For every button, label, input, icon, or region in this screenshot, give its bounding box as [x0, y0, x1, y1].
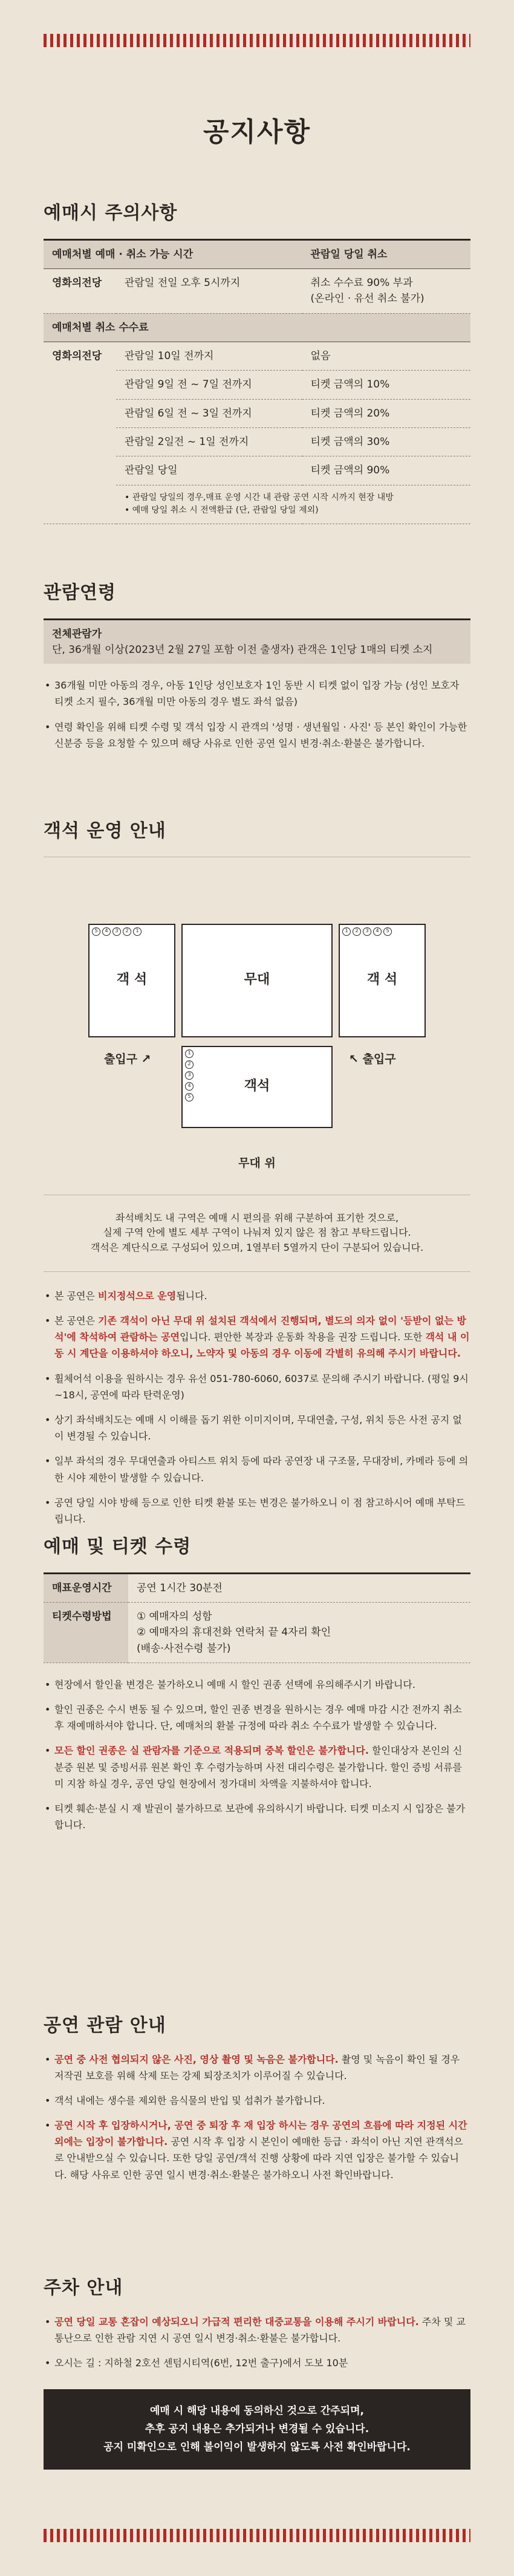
seat-note: • 본 공연은 기존 객석이 아닌 무대 위 설치된 객석에서 진행되며, 별도의 의자 없이 '등받이 없는 방석'에 착석하여 관람하는 공연입니다. 편안한 복장과 운동화 착용을 권장 드립니다. 또한 객석 내 이동 시 계단을 이용하셔야 하오니, 노약자 및 아동의 경우 이동에 각별히 유의해 주시기 바랍니다. — [44, 1312, 470, 1362]
row-marker: 1 — [185, 1050, 194, 1058]
ticket-label: 티켓수령방법 — [44, 1602, 128, 1663]
parking-note: • 오시는 길 : 지하철 2호선 센텀시티역(6번, 12번 출구)에서 도보 10분 — [44, 2355, 470, 2371]
etiquette-note: • 공연 시작 후 입장하시거나, 공연 중 퇴장 후 재 입장 하시는 경우 공연의 흐름에 따라 지정된 시간 외에는 입장이 불가합니다. 공연 시작 후 입장 시 본인이 예매한 등급 · 좌석이 아닌 지연 관객석으로 안내받으실 수 있습니다. 또한 당일 공연/객석 진행 상황에 따라 지연 입장은 불가할 수 있습니다. 해당 사유로 인한 공연 일시 변경·취소·환불은 불가하오니 사전 확인바랍니다. — [44, 2117, 470, 2183]
cancel-deadline: 관람일 전일 오후 5시까지 — [116, 268, 302, 313]
fee-row-amount: 티켓 금액의 20% — [302, 399, 470, 427]
ticket-note: • 할인 권종은 수시 변동 될 수 있으며, 할인 권종 변경을 원하시는 경우 예매 마감 시간 전까지 취소 후 재예매하셔야 합니다. 단, 예매처의 환불 규정에 따라 취소 수수료가 발생할 수 있습니다. — [44, 1701, 470, 1734]
ticket-note: • 모든 할인 권종은 실 관람자를 기준으로 적용되며 중복 할인은 불가합니다. 할인대상자 본인의 신분증 원본 및 증빙서류 원본 확인 후 수령가능하며 사전 대리수령은 불가합니다. 할인 증빙 서류를 미 지참 하실 경우, 공연 당일 현장에서 정가대비 차액을 지불하셔야 합니다. — [44, 1742, 470, 1792]
age-box-head: 전체관람가 — [52, 628, 102, 640]
parking-title: 주차 안내 — [44, 2277, 123, 2299]
age-title: 관람연령 — [44, 582, 116, 603]
age-note: • 연령 확인을 위해 티켓 수령 및 객석 입장 시 관객의 '성명 · 생년월일 · 사진' 등 본인 확인이 가능한 신분증 등을 요청할 수 있으며 해당 사유로 인한 공연 일시 변경·취소·환불은 불가합니다. — [44, 719, 470, 751]
ticket-note: • 현장에서 할인율 변경은 불가하오니 예매 시 할인 권종 선택에 유의해주시기 바랍니다. — [44, 1676, 470, 1693]
top-stripe-decoration — [44, 34, 470, 47]
seat-title: 객석 운영 안내 — [44, 820, 166, 842]
row-marker: 2 — [353, 927, 361, 936]
seat-note: • 일부 좌석의 경우 무대연출과 아티스트 위치 등에 따라 공연장 내 구조물, 무대장비, 카메라 등에 의한 시야 제한이 발생할 수 있습니다. — [44, 1453, 470, 1485]
fee-row-amount: 티켓 금액의 10% — [302, 371, 470, 399]
fee-row-amount: 없음 — [302, 342, 470, 370]
seat-note: • 휠체어석 이용을 원하시는 경우 유선 051-780-6060, 6037로 문의해 주시기 바랍니다. (평일 9시~18시, 공연에 따라 탄력운영) — [44, 1371, 470, 1403]
cancel-head-right: 관람일 당일 취소 — [302, 239, 470, 268]
seat-block-center: 객석 — [181, 1046, 333, 1128]
ticket-value: 공연 1시간 30분전 — [128, 1573, 470, 1602]
seat-block-left: 객 석 — [88, 924, 175, 1037]
entrance-left: 출입구 ↗ — [104, 1052, 151, 1066]
ticket-section — [44, 1533, 470, 1841]
ticket-label: 매표운영시간 — [44, 1573, 128, 1602]
parking-section — [44, 2274, 470, 2470]
fee-row-period: 관람일 9일 전 ~ 7일 전까지 — [116, 371, 302, 399]
fee-row-period: 관람일 2일전 ~ 1일 전까지 — [116, 427, 302, 456]
fee-note: • 예매 당일 취소 시 전액환급 (단, 관람일 당일 제외) — [125, 505, 319, 516]
row-marker: 3 — [185, 1071, 194, 1080]
fee-row-period: 관람일 10일 전까지 — [116, 342, 302, 370]
cancel-same-day-fee: 취소 수수료 90% 부과 (온라인 · 유선 취소 불가) — [302, 268, 470, 313]
fee-row-amount: 티켓 금액의 30% — [302, 427, 470, 456]
fee-row-period: 관람일 6일 전 ~ 3일 전까지 — [116, 399, 302, 427]
seat-note: • 상기 좌석배치도는 예매 시 이해를 돕기 위한 이미지이며, 무대연출, 구성, 위치 등은 사전 공지 없이 변경될 수 있습니다. — [44, 1412, 470, 1444]
fee-row-amount: 티켓 금액의 90% — [302, 456, 470, 485]
entrance-right: ↖ 출입구 — [349, 1052, 396, 1066]
row-marker: 5 — [383, 927, 392, 936]
row-marker: 4 — [185, 1082, 194, 1091]
etiquette-title: 공연 관람 안내 — [44, 2015, 166, 2036]
fee-row-period: 관람일 당일 — [116, 456, 302, 485]
stage-block: 무대 — [181, 924, 333, 1037]
row-marker: 3 — [112, 927, 121, 936]
fee-head: 예매처별 취소 수수료 — [44, 313, 470, 342]
parking-note: • 공연 당일 교통 혼잡이 예상되오니 가급적 편리한 대중교통을 이용해 주시기 바랍니다. 주차 및 교통난으로 인한 관람 지연 시 공연 일시 변경·취소·환불은 불가합니다. — [44, 2314, 470, 2346]
seat-note: • 본 공연은 비지정석으로 운영됩니다. — [44, 1288, 470, 1304]
final-notice: 예매 시 해당 내용에 동의하신 것으로 간주되며, 추후 공지 내용은 추가되거나 변경될 수 있습니다. 공지 미확인으로 인해 불이익이 발생하지 않도록 사전 확인바랍니다. — [44, 2389, 470, 2470]
etiquette-note: • 공연 중 사전 협의되지 않은 사진, 영상 촬영 및 녹음은 불가합니다. 촬영 및 녹음이 확인 될 경우 저작권 보호를 위해 삭제 또는 강제 퇴장조치가 이루어질 수 있습니다. — [44, 2051, 470, 2084]
age-note: • 36개월 미만 아동의 경우, 아동 1인당 성인보호자 1인 동반 시 티켓 없이 입장 가능 (성인 보호자 티켓 소지 필수, 36개월 미만 아동의 경우 별도 좌석 없음) — [44, 677, 470, 710]
age-box-body: 단, 36개월 이상(2023년 2월 27일 포함 이전 출생자) 관객은 1인당 1매의 티켓 소지 — [52, 643, 433, 656]
cancel-head-left: 예매처별 예매 · 취소 가능 시간 — [44, 239, 302, 268]
fee-venue: 영화의전당 — [44, 342, 116, 524]
ticket-title: 예매 및 티켓 수령 — [44, 1536, 192, 1557]
fee-note: • 관람일 당일의 경우,매표 운영 시간 내 관람 공연 시작 시까지 현장 내방 — [125, 492, 394, 502]
row-marker: 2 — [123, 927, 131, 936]
seat-caption: 좌석배치도 내 구역은 예매 시 편의를 위해 구분하여 표기한 것으로, 실제 구역 안에 별도 세부 구역이 나눠져 있지 않은 점 참고 부탁드립니다. 객석은 계단식으로 구성되어 있으며, 1열부터 5열까지 단이 구분되어 있습니다. — [44, 1195, 470, 1272]
ticket-note: • 티켓 훼손·분실 시 재 발권이 불가하므로 보관에 유의하시기 바랍니다. 티켓 미소지 시 입장은 불가합니다. — [44, 1800, 470, 1833]
ticket-value: ① 예매자의 성함 ② 예매자의 휴대전화 연락처 끝 4자리 확인 (배송·사전수령 불가) — [128, 1602, 470, 1663]
seat-block-right: 객 석 — [339, 924, 426, 1037]
row-marker: 1 — [133, 927, 142, 936]
row-marker: 1 — [342, 927, 351, 936]
cancel-time-table — [44, 239, 470, 524]
row-marker: 4 — [373, 927, 382, 936]
age-notes — [44, 677, 470, 751]
ticket-notes — [44, 1676, 470, 1834]
seat-note: • 공연 당일 시야 방해 등으로 인한 티켓 환불 또는 변경은 불가하오니 이 점 참고하시어 예매 부탁드립니다. — [44, 1494, 470, 1527]
age-section — [44, 579, 470, 760]
page-title: 공지사항 — [203, 117, 311, 148]
seat-notes — [44, 1288, 470, 1527]
row-marker: 4 — [102, 927, 111, 936]
row-marker: 5 — [92, 927, 100, 936]
row-marker: 2 — [185, 1060, 194, 1069]
etiquette-section — [44, 2012, 470, 2192]
bottom-stripe-decoration — [44, 2529, 470, 2542]
seat-map — [44, 857, 470, 1195]
row-markers-left — [92, 927, 142, 936]
reservation-section — [44, 200, 470, 524]
row-marker: 3 — [363, 927, 371, 936]
row-markers-right — [342, 927, 392, 936]
stage-top-label: 무대 위 — [238, 1156, 276, 1170]
ticket-table — [44, 1572, 470, 1663]
etiquette-note: • 객석 내에는 생수를 제외한 음식물의 반입 및 섭취가 불가합니다. — [44, 2092, 470, 2109]
row-markers-center — [185, 1050, 194, 1101]
parking-notes — [44, 2314, 470, 2372]
cancel-venue: 영화의전당 — [44, 268, 116, 313]
row-marker: 5 — [185, 1093, 194, 1101]
age-box — [44, 618, 470, 664]
etiquette-notes — [44, 2051, 470, 2183]
seat-section — [44, 817, 470, 1536]
reservation-title: 예매시 주의사항 — [44, 203, 178, 224]
